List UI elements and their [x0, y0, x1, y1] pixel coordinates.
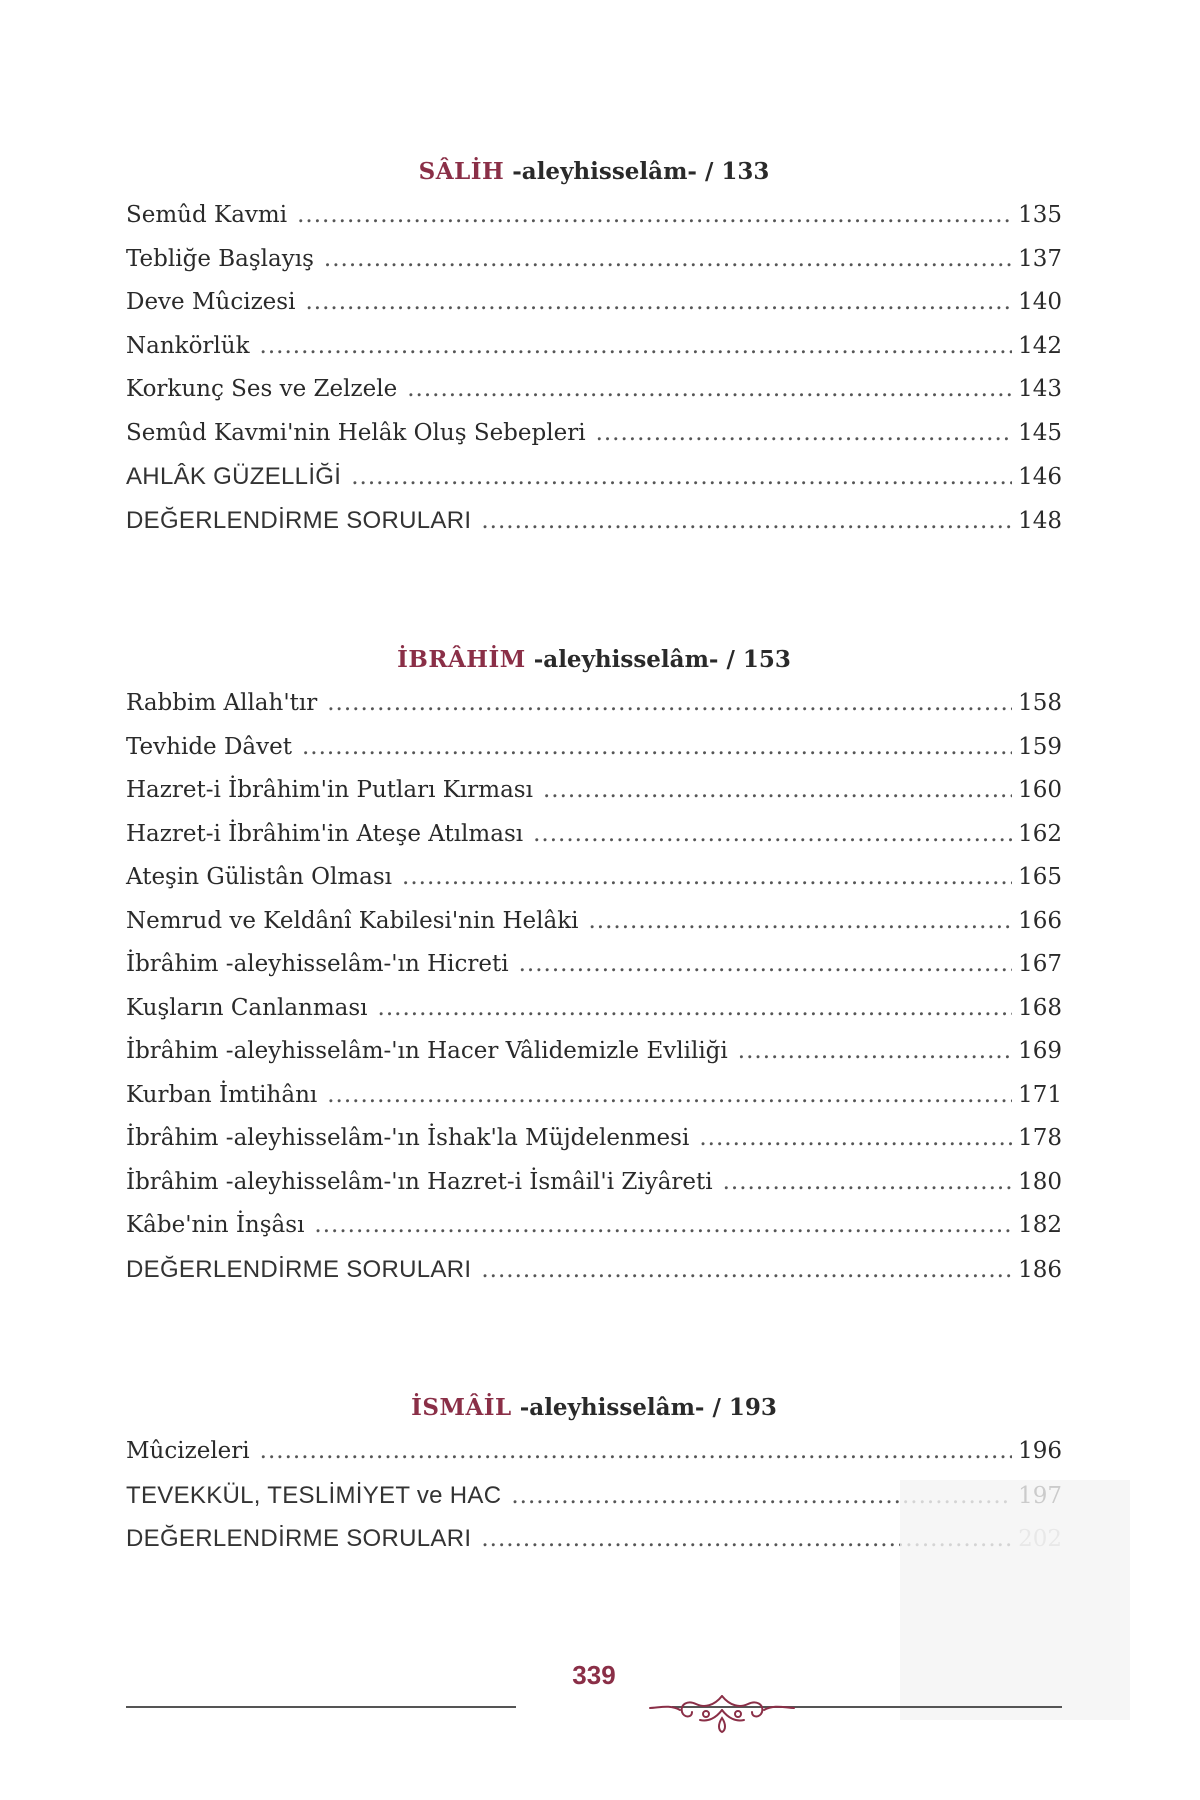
entry-title: Kuşların Canlanması: [126, 994, 368, 1021]
entry-page: 160: [1018, 777, 1062, 803]
entry-page: 142: [1018, 332, 1062, 359]
section-name: İBRÂHİM: [397, 646, 526, 673]
entry-page: 186: [1018, 1256, 1062, 1283]
dot-leader: [260, 1430, 1012, 1474]
dot-leader: [589, 900, 1013, 944]
dot-leader: [543, 769, 1012, 813]
toc-entry[interactable]: [126, 281, 1062, 325]
dot-leader: [402, 856, 1012, 900]
entry-title: Ateşin Gülistân Olması: [126, 864, 393, 890]
toc-entry[interactable]: [126, 238, 1062, 282]
dot-leader: [324, 238, 1012, 282]
dot-leader: [533, 813, 1012, 857]
entry-title: DEĞERLENDİRME SORULARI: [126, 506, 472, 534]
entry-title: Nemrud ve Keldânî Kabilesi'nin Helâki: [126, 907, 579, 934]
section-subtitle: -aleyhisselâm- / 193: [519, 1394, 777, 1421]
entry-page: 168: [1018, 994, 1062, 1021]
entry-title: Nankörlük: [126, 332, 250, 359]
toc-entry[interactable]: [126, 1430, 1062, 1474]
entry-title: Rabbim Allah'tır: [126, 690, 318, 716]
dot-leader: [699, 1117, 1012, 1161]
section-subtitle: -aleyhisselâm- / 133: [512, 158, 770, 185]
entry-title: TEVEKKÜL, TESLİMİYET ve HAC: [126, 1481, 502, 1509]
toc-entry[interactable]: [126, 769, 1062, 813]
dot-leader: [351, 456, 1012, 500]
toc-entry[interactable]: [126, 499, 1062, 543]
entry-title: Tevhide Dâvet: [126, 733, 292, 760]
section-heading: [126, 640, 1062, 680]
toc-section-ibrahim: [126, 640, 1062, 1291]
dot-leader: [327, 1074, 1012, 1118]
section-name: İSMÂİL: [411, 1394, 512, 1421]
entry-title: Korkunç Ses ve Zelzele: [126, 376, 398, 402]
toc-entry[interactable]: [126, 987, 1062, 1031]
toc-entry[interactable]: [126, 900, 1062, 944]
entry-page: 180: [1018, 1168, 1062, 1195]
toc-section-salih: [126, 152, 1062, 542]
entry-page: 196: [1018, 1438, 1062, 1464]
entry-page: 167: [1018, 951, 1062, 977]
entry-title: Kurban İmtihânı: [126, 1081, 318, 1108]
entry-title: AHLÂK GÜZELLİĞİ: [126, 463, 342, 490]
entry-title: İbrâhim -aleyhisselâm-'ın Hacer Vâlidemizle Evliliği: [126, 1038, 728, 1064]
entry-page: 162: [1018, 820, 1062, 847]
dot-leader: [481, 500, 1012, 544]
toc-entry[interactable]: [126, 856, 1062, 900]
entry-title: Hazret-i İbrâhim'in Ateşe Atılması: [126, 820, 524, 847]
toc-entry[interactable]: [126, 368, 1062, 412]
entry-page: 165: [1018, 864, 1062, 890]
entry-title: Tebliğe Başlayış: [126, 245, 314, 272]
toc-entry[interactable]: [126, 455, 1062, 499]
entry-page: 146: [1018, 464, 1062, 490]
entry-page: 166: [1018, 907, 1062, 934]
toc-entry[interactable]: [126, 412, 1062, 456]
dot-leader: [723, 1161, 1012, 1205]
entry-title: DEĞERLENDİRME SORULARI: [126, 1255, 472, 1283]
entry-title: İbrâhim -aleyhisselâm-'ın Hazret-i İsmâil'i Ziyâreti: [126, 1168, 713, 1195]
dot-leader: [596, 412, 1013, 456]
toc-entry[interactable]: [126, 726, 1062, 770]
entry-title: Hazret-i İbrâhim'in Putları Kırması: [126, 777, 533, 803]
section-heading: [126, 152, 1062, 192]
dot-leader: [378, 987, 1013, 1031]
entry-title: Semûd Kavmi: [126, 202, 288, 228]
section-subtitle: -aleyhisselâm- / 153: [533, 646, 791, 673]
toc-entry[interactable]: [126, 1248, 1062, 1292]
footer-rule-left: [126, 1706, 516, 1708]
toc-entry[interactable]: [126, 682, 1062, 726]
toc-entry[interactable]: [126, 1161, 1062, 1205]
section-heading: [126, 1388, 1062, 1428]
toc-entry[interactable]: [126, 943, 1062, 987]
page-number: 339: [572, 1660, 616, 1690]
entry-title: İbrâhim -aleyhisselâm-'ın Hicreti: [126, 951, 509, 977]
entry-title: İbrâhim -aleyhisselâm-'ın İshak'la Müjdelenmesi: [126, 1125, 690, 1151]
toc-entry[interactable]: [126, 1030, 1062, 1074]
dot-leader: [407, 368, 1012, 412]
dot-leader: [738, 1030, 1012, 1074]
dot-leader: [302, 726, 1012, 770]
entry-page: 171: [1018, 1081, 1062, 1108]
entry-title: DEĞERLENDİRME SORULARI: [126, 1525, 472, 1552]
entry-title: Semûd Kavmi'nin Helâk Oluş Sebepleri: [126, 419, 586, 446]
entry-page: 159: [1018, 733, 1062, 760]
entry-title: Kâbe'nin İnşâsı: [126, 1212, 305, 1238]
entry-page: 143: [1018, 376, 1062, 402]
entry-page: 169: [1018, 1038, 1062, 1064]
dot-leader: [297, 194, 1012, 238]
dot-leader: [260, 325, 1013, 369]
entry-page: 158: [1018, 690, 1062, 716]
dot-leader: [519, 943, 1013, 987]
dot-leader: [314, 1204, 1012, 1248]
toc-entry[interactable]: [126, 1204, 1062, 1248]
toc-entry[interactable]: [126, 1117, 1062, 1161]
toc-entry[interactable]: [126, 1074, 1062, 1118]
dot-leader: [327, 682, 1012, 726]
toc-entry[interactable]: [126, 325, 1062, 369]
entry-page: 137: [1018, 245, 1062, 272]
entry-title: Mûcizeleri: [126, 1438, 250, 1464]
toc-entry[interactable]: [126, 813, 1062, 857]
entry-page: 178: [1018, 1125, 1062, 1151]
section-name: SÂLİH: [418, 158, 505, 185]
page-footer: [126, 1660, 1062, 1740]
entry-page: 135: [1018, 202, 1062, 228]
ornament-icon: [644, 1690, 800, 1734]
entry-page: 182: [1018, 1212, 1062, 1238]
toc-entry[interactable]: [126, 194, 1062, 238]
dot-leader: [305, 281, 1012, 325]
dot-leader: [481, 1249, 1012, 1293]
entry-title: Deve Mûcizesi: [126, 289, 296, 315]
entry-page: 145: [1018, 419, 1062, 446]
entry-page: 148: [1018, 507, 1062, 534]
entry-page: 140: [1018, 289, 1062, 315]
